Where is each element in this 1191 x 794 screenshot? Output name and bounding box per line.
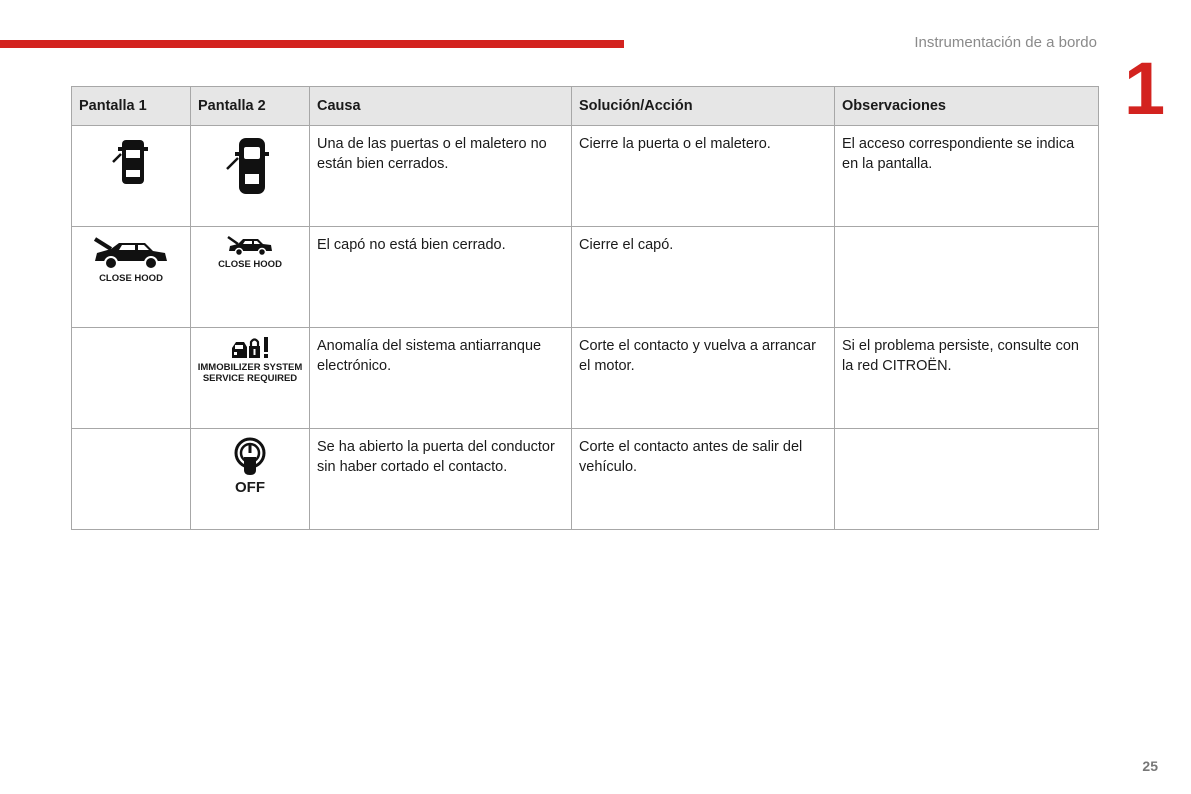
- column-header: Pantalla 1: [72, 87, 191, 126]
- chapter-number: 1: [1124, 47, 1166, 130]
- open-door-car-icon: [224, 132, 276, 200]
- column-header: Causa: [310, 87, 572, 126]
- screen1-cell: [72, 126, 191, 227]
- open-hood-car-icon: [91, 233, 171, 284]
- notes-cell: [835, 227, 1099, 328]
- close-hood-caption: CLOSE HOOD: [99, 273, 163, 284]
- table-header-row: [72, 87, 1099, 126]
- cause-cell: Anomalía del sistema antiarranque electrónico.: [310, 328, 572, 429]
- cause-cell: El capó no está bien cerrado.: [310, 227, 572, 328]
- screen2-cell: [191, 328, 310, 429]
- screen2-cell: [191, 227, 310, 328]
- action-cell: Corte el contacto antes de salir del vehículo.: [572, 429, 835, 530]
- screen1-cell: [72, 227, 191, 328]
- immobilizer-caption-line1: IMMOBILIZER SYSTEM: [197, 362, 303, 373]
- cause-cell: Una de las puertas o el maletero no están bien cerrados.: [310, 126, 572, 227]
- screen2-cell: [191, 429, 310, 530]
- table-row: [72, 328, 1099, 429]
- ignition-off-icon: [232, 435, 268, 496]
- action-cell: Cierre la puerta o el maletero.: [572, 126, 835, 227]
- immobilizer-caption-line2: SERVICE REQUIRED: [202, 373, 298, 384]
- table-row: [72, 126, 1099, 227]
- open-door-car-icon: [108, 132, 154, 190]
- notes-cell: Si el problema persiste, consulte con la red CITROËN.: [835, 328, 1099, 429]
- off-caption: OFF: [235, 479, 265, 496]
- column-header: Observaciones: [835, 87, 1099, 126]
- table-row: [72, 227, 1099, 328]
- column-header: Solución/Acción: [572, 87, 835, 126]
- action-cell: Corte el contacto y vuelva a arrancar el motor.: [572, 328, 835, 429]
- warning-table: [71, 86, 1099, 530]
- cause-cell: Se ha abierto la puerta del conductor sin haber cortado el contacto.: [310, 429, 572, 530]
- header-accent-bar: [0, 40, 624, 48]
- page-number: 25: [1142, 758, 1158, 774]
- close-hood-caption: CLOSE HOOD: [218, 259, 282, 270]
- screen1-cell: [72, 429, 191, 530]
- action-cell: Cierre el capó.: [572, 227, 835, 328]
- table-row: [72, 429, 1099, 530]
- notes-cell: El acceso correspondiente se indica en la pantalla.: [835, 126, 1099, 227]
- screen2-cell: [191, 126, 310, 227]
- screen1-cell: [72, 328, 191, 429]
- notes-cell: [835, 429, 1099, 530]
- open-hood-car-icon: [218, 233, 282, 270]
- column-header: Pantalla 2: [191, 87, 310, 126]
- section-title: Instrumentación de a bordo: [914, 34, 1097, 51]
- immobilizer-warning-icon: [198, 334, 303, 384]
